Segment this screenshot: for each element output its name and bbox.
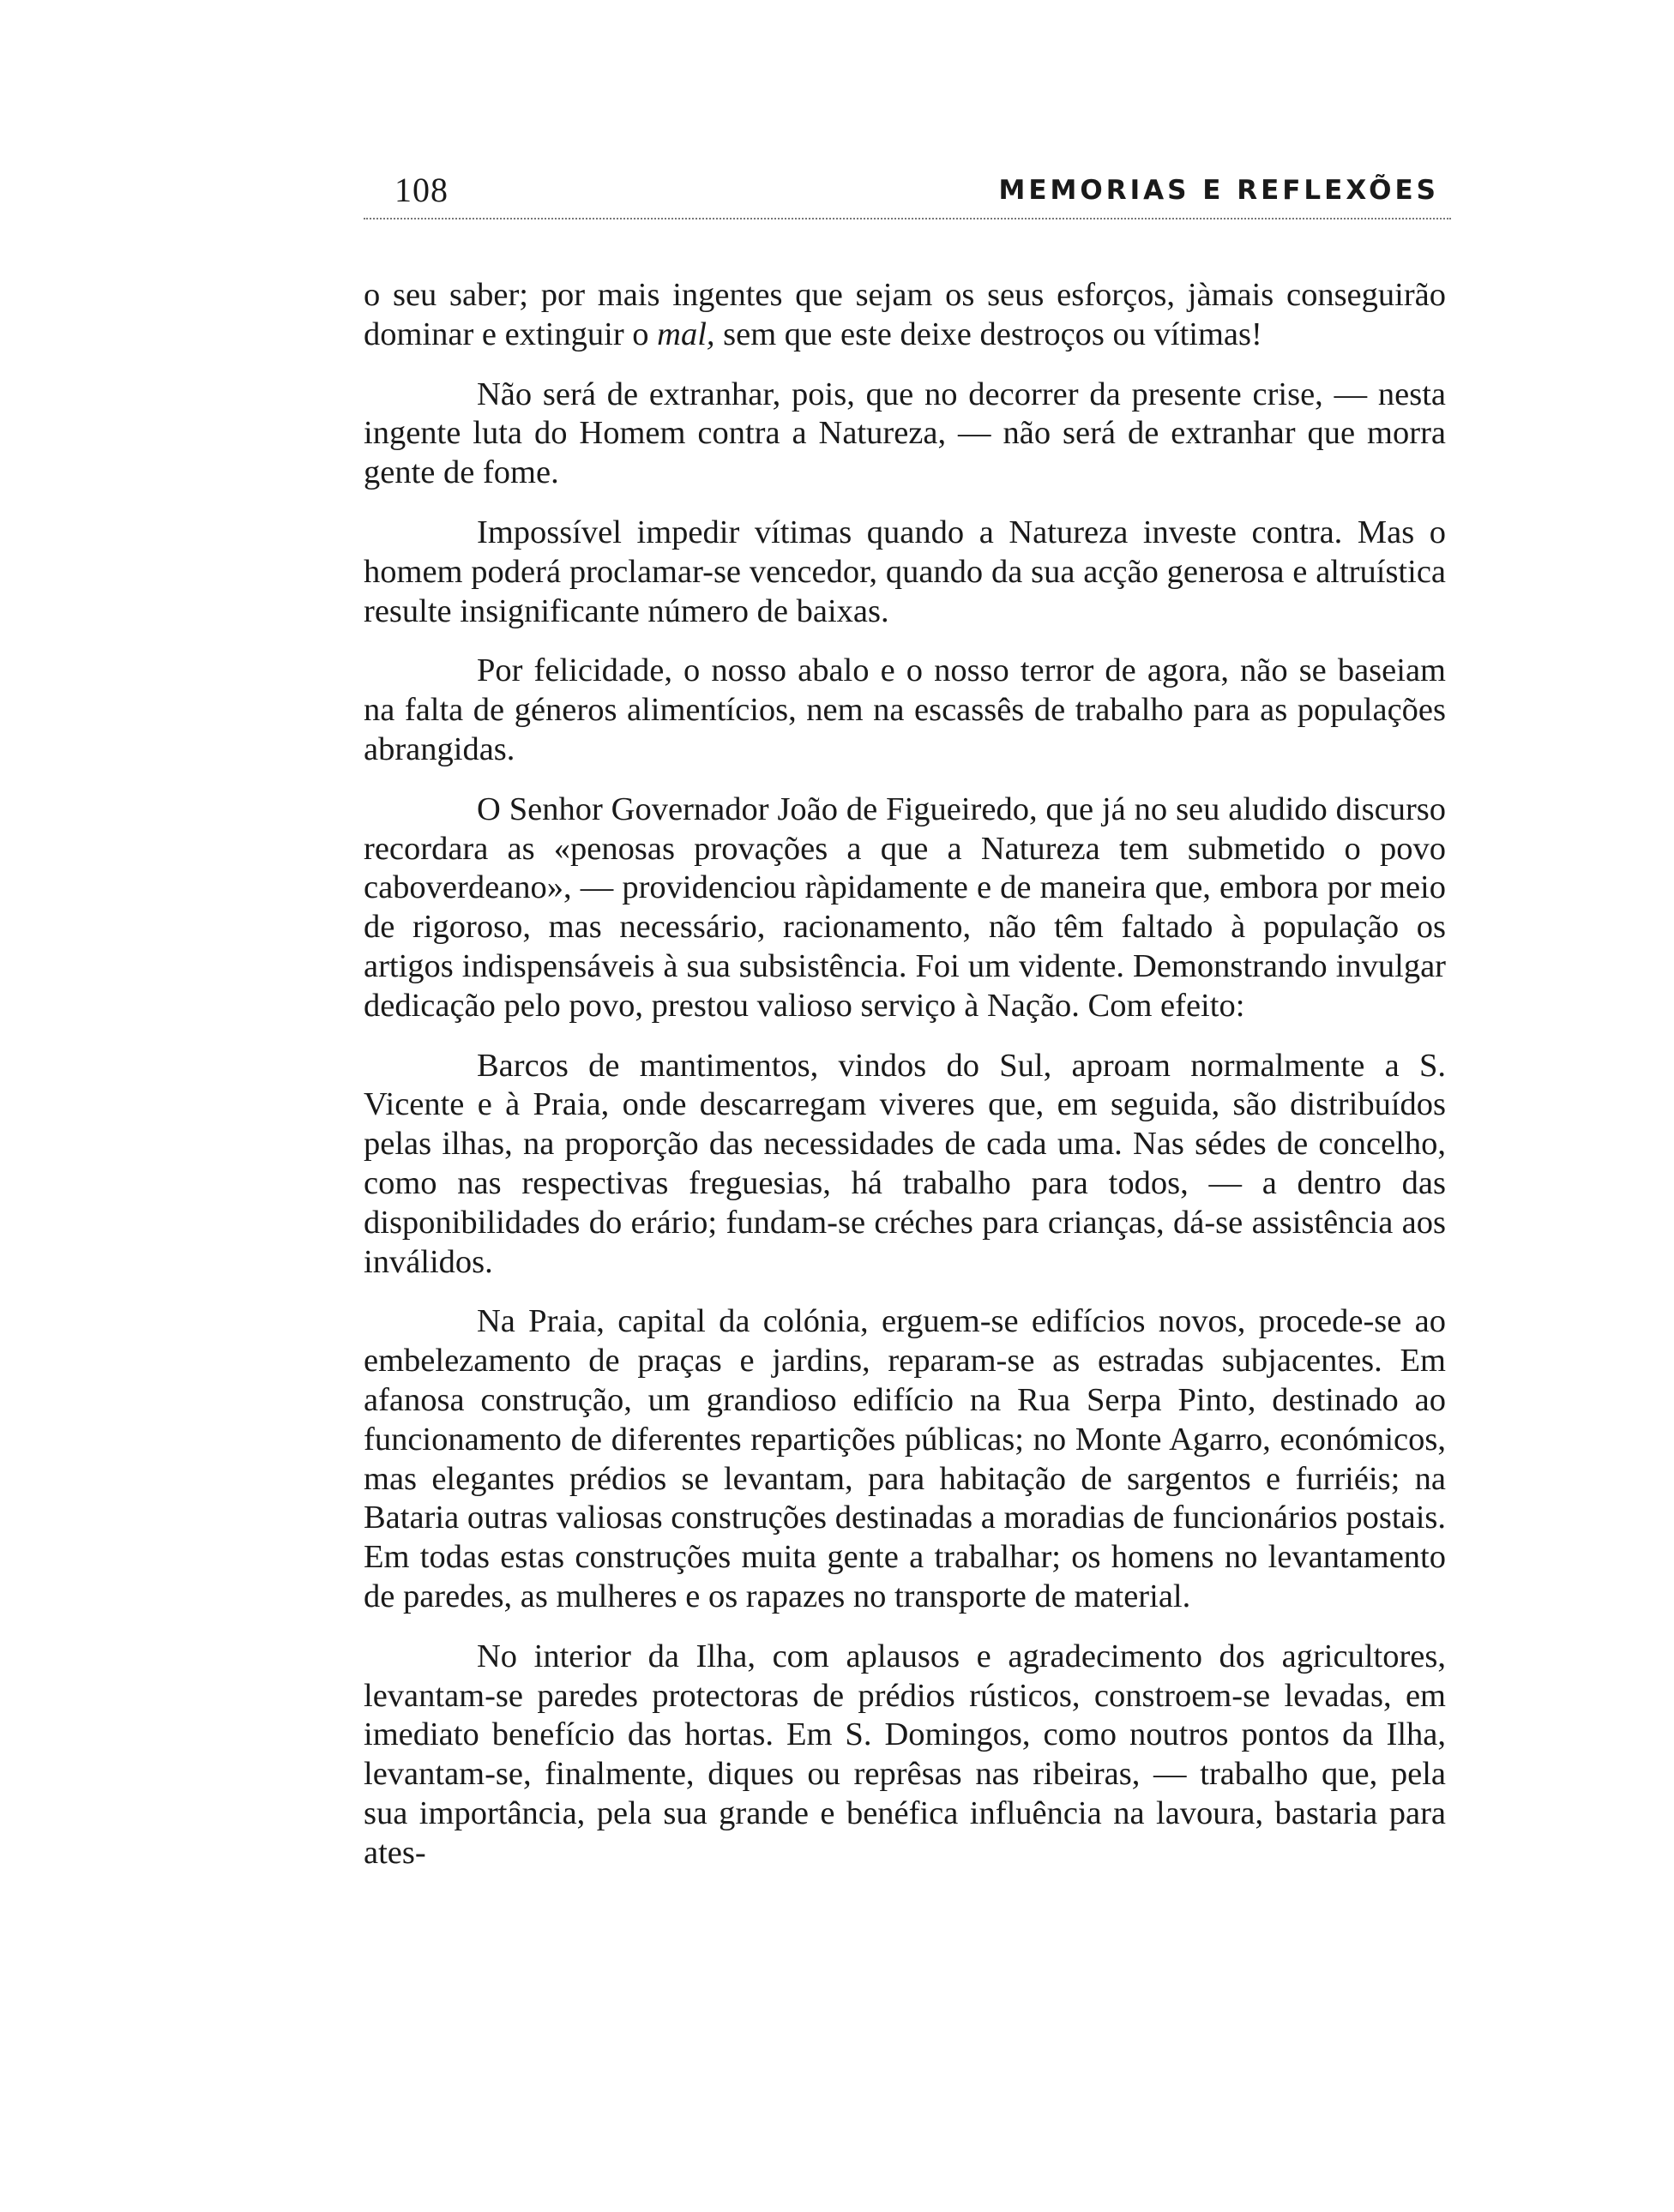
paragraph-5: O Senhor Governador João de Figueiredo, que já no seu aludido discurso recordara as «penosas provações a que a Natureza tem submetido o povo caboverdeano», — providenciou ràpidamente e de maneira que, embora por meio de rigoroso, mas necessário, racionamento, não têm faltado à população os artigos indispensáveis à sua subsistência. Foi um vidente. Demonstrando invulgar dedicação pelo povo, prestou valioso serviço à Nação. Com efeito:: [364, 790, 1446, 1024]
page-number: 108: [394, 171, 449, 209]
running-title: MEMORIAS E REFLEXÕES: [998, 175, 1439, 206]
paragraph-1-text-a: o seu saber; por mais ingentes que sejam os seus esforços, jàmais conseguirão dominar e extinguir o: [364, 277, 1446, 352]
italic-word-mal: mal,: [657, 316, 715, 352]
paragraph-7: Na Praia, capital da colónia, erguem-se edifícios novos, procede-se ao embelezamento de praças e jardins, reparam-se as estradas subjacentes. Em afanosa construção, um grandioso edifício na Rua Serpa Pinto, destinado ao funcionamento de diferentes repartições públicas; no Monte Agarro, económicos, mas elegantes prédios se levantam, para habitação de sargentos e furriéis; na Bataria outras valiosas construções destinadas a moradias de funcionários postais. Em todas estas construções muita gente a trabalhar; os homens no levantamento de paredes, as mulheres e os rapazes no transporte de material.: [364, 1303, 1446, 1614]
paragraph-1: [364, 276, 1446, 355]
paragraph-3: Impossível impedir vítimas quando a Natureza investe contra. Mas o homem poderá proclamar-se vencedor, quando da sua acção generosa e altruística resulte insignificante número de baixas.: [364, 514, 1446, 629]
paragraph-4: Por felicidade, o nosso abalo e o nosso terror de agora, não se baseiam na falta de géneros alimentícios, nem na escassês de trabalho para as populações abrangidas.: [364, 652, 1446, 767]
paragraph-2: Não será de extranhar, pois, que no decorrer da presente crise, — nesta ingente luta do Homem contra a Natureza, — não será de extranhar que morra gente de fome.: [364, 376, 1446, 491]
header-rule: [364, 218, 1451, 219]
body-text: [364, 276, 1446, 1872]
page-header: [364, 170, 1451, 221]
paragraph-1-text-b: sem que este deixe destroços ou vítimas!: [714, 316, 1262, 352]
paragraph-8: No interior da Ilha, com aplausos e agradecimento dos agricultores, levantam-se paredes protectoras de prédios rústicos, constroem-se levadas, em imediato benefício das hortas. Em S. Domingos, como noutros pontos da Ilha, levantam-se, finalmente, diques ou reprêsas nas ribeiras, — trabalho que, pela sua importância, pela sua grande e benéfica influência na lavoura, bastaria para ates-: [364, 1638, 1446, 1871]
paragraph-6: Barcos de mantimentos, vindos do Sul, aproam normalmente a S. Vicente e à Praia, onde descarregam viveres que, em seguida, são distribuídos pelas ilhas, na proporção das necessidades de cada uma. Nas sédes de concelho, como nas respectivas freguesias, há trabalho para todos, — a dentro das disponibilidades do erário; fundam-se créches para crianças, dá-se assistência aos inválidos.: [364, 1047, 1446, 1280]
